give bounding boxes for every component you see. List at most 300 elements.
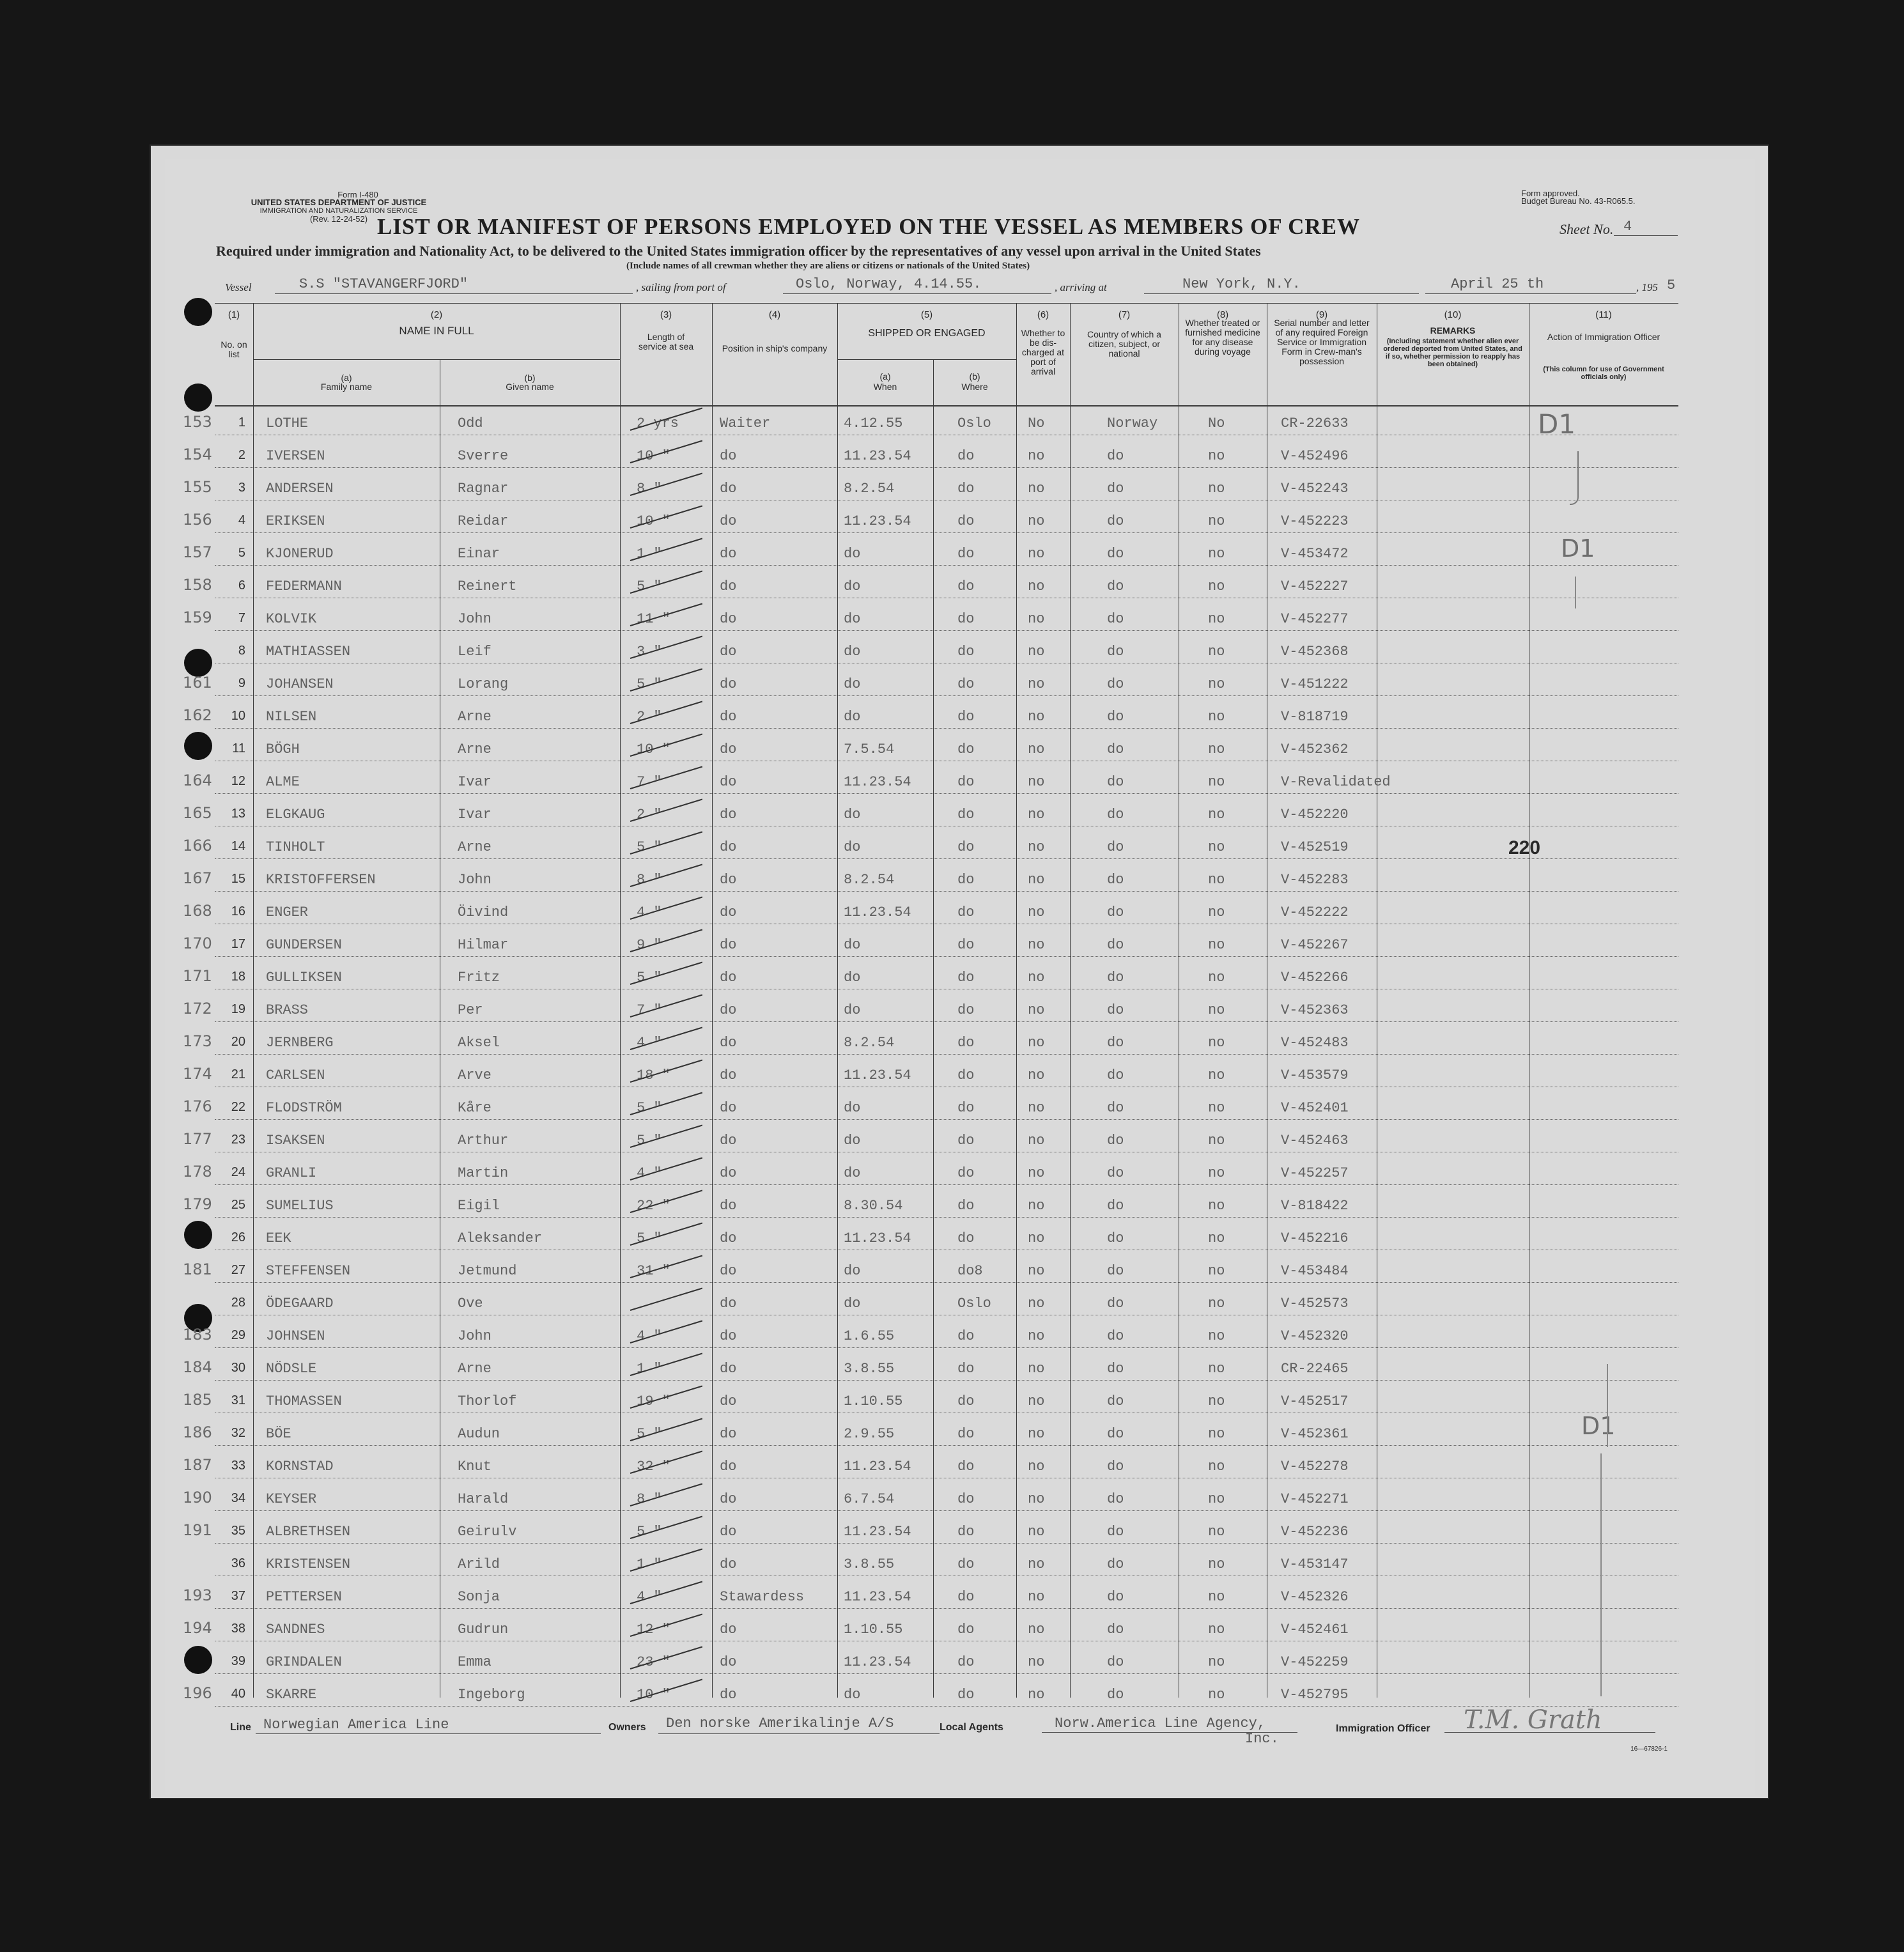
officer-underline bbox=[1444, 1732, 1655, 1733]
handwritten-number: 153 bbox=[183, 413, 212, 431]
row-number: 5 bbox=[238, 546, 245, 560]
row-number: 14 bbox=[231, 839, 245, 853]
serial-number: V-453472 bbox=[1281, 546, 1349, 562]
service-length: 5 " bbox=[637, 839, 662, 855]
country: do bbox=[1107, 1393, 1124, 1409]
handwritten-number: 184 bbox=[183, 1358, 212, 1376]
shipped-where: do bbox=[957, 1133, 975, 1149]
service-length: 4 " bbox=[637, 1328, 662, 1344]
family-name: ISAKSEN bbox=[266, 1133, 325, 1149]
given-name: Arild bbox=[458, 1556, 500, 1572]
serial-number: V-452517 bbox=[1281, 1393, 1349, 1409]
given-name: Eigil bbox=[458, 1198, 500, 1214]
country: do bbox=[1107, 970, 1124, 986]
vessel-label: Vessel bbox=[225, 281, 252, 293]
row-rule bbox=[215, 695, 1678, 696]
row-rule bbox=[215, 1673, 1678, 1674]
serial-number: V-452368 bbox=[1281, 644, 1349, 660]
shipped-when: 11.23.54 bbox=[844, 1459, 911, 1475]
owners-name: Den norske Amerikalinje A/S bbox=[666, 1716, 894, 1731]
position: do bbox=[720, 709, 737, 725]
discharged: no bbox=[1028, 1654, 1045, 1670]
shipped-when: 11.23.54 bbox=[844, 1067, 911, 1083]
given-name: Ivar bbox=[458, 774, 491, 790]
service-length: 1 " bbox=[637, 1361, 662, 1377]
country: do bbox=[1107, 513, 1124, 529]
handwritten-number: 162 bbox=[183, 706, 212, 724]
discharged: no bbox=[1028, 1002, 1045, 1018]
service-length: 7 " bbox=[637, 774, 662, 790]
family-name: ALBRETHSEN bbox=[266, 1524, 351, 1540]
discharged: no bbox=[1028, 872, 1045, 888]
position: do bbox=[720, 1556, 737, 1572]
family-name: NILSEN bbox=[266, 709, 317, 725]
agents-name: Norw.America Line Agency, bbox=[1055, 1716, 1266, 1731]
handwritten-number: 194 bbox=[183, 1619, 212, 1637]
row-number: 23 bbox=[231, 1133, 245, 1147]
country: do bbox=[1107, 1100, 1124, 1116]
row-rule bbox=[215, 858, 1678, 859]
family-name: EEK bbox=[266, 1230, 291, 1246]
arriving-at: New York, N.Y. bbox=[1182, 276, 1301, 292]
row-rule bbox=[215, 1706, 1678, 1707]
family-name: GRINDALEN bbox=[266, 1654, 342, 1670]
arrival-date: April 25 th bbox=[1451, 276, 1544, 292]
table-row bbox=[183, 1482, 1678, 1515]
row-number: 13 bbox=[231, 807, 245, 821]
sheet-line bbox=[1614, 235, 1678, 236]
owners-underline bbox=[658, 1733, 940, 1734]
position: do bbox=[720, 1459, 737, 1475]
punch-hole bbox=[184, 649, 212, 677]
table-row bbox=[183, 602, 1678, 635]
family-name: SUMELIUS bbox=[266, 1198, 334, 1214]
row-number: 3 bbox=[238, 481, 245, 495]
shipped-where: do bbox=[957, 872, 975, 888]
service-length: 5 " bbox=[637, 970, 662, 986]
serial-number: V-452461 bbox=[1281, 1622, 1349, 1638]
service-length: 5 " bbox=[637, 1426, 662, 1442]
given-name: Thorlof bbox=[458, 1393, 517, 1409]
serial-number: V-452267 bbox=[1281, 937, 1349, 953]
handwritten-number: 165 bbox=[183, 804, 212, 822]
country: do bbox=[1107, 839, 1124, 855]
col3-header: Length of service at sea bbox=[638, 332, 694, 352]
table-row bbox=[215, 1547, 1678, 1580]
serial-number: V-452243 bbox=[1281, 481, 1349, 497]
action-note-d1: D1 bbox=[1581, 1412, 1616, 1440]
serial-number: V-452277 bbox=[1281, 611, 1349, 627]
family-name: ELGKAUG bbox=[266, 807, 325, 823]
table-row bbox=[183, 407, 1678, 439]
service-length: 9 " bbox=[637, 937, 662, 953]
serial-number: V-452361 bbox=[1281, 1426, 1349, 1442]
discharged: no bbox=[1028, 546, 1045, 562]
table-row bbox=[183, 798, 1678, 830]
service-length: 18 " bbox=[637, 1067, 670, 1083]
country: do bbox=[1107, 1361, 1124, 1377]
treated: no bbox=[1208, 1589, 1225, 1605]
col11-number: (11) bbox=[1595, 309, 1612, 320]
position: do bbox=[720, 1654, 737, 1670]
shipped-where: do bbox=[957, 709, 975, 725]
family-name: JERNBERG bbox=[266, 1035, 334, 1051]
table-row bbox=[183, 1417, 1678, 1450]
serial-number: V-451222 bbox=[1281, 676, 1349, 692]
position: do bbox=[720, 611, 737, 627]
form-number: Form I-480 bbox=[337, 190, 378, 199]
line-underline bbox=[256, 1733, 601, 1734]
serial-number: V-452795 bbox=[1281, 1687, 1349, 1703]
row-rule bbox=[215, 1054, 1678, 1055]
country: do bbox=[1107, 1296, 1124, 1312]
row-number: 30 bbox=[231, 1361, 245, 1375]
treated: no bbox=[1208, 1524, 1225, 1540]
agents-underline bbox=[1042, 1732, 1297, 1733]
handwritten-number: 157 bbox=[183, 543, 212, 561]
treated: no bbox=[1208, 1622, 1225, 1638]
family-name: MATHIASSEN bbox=[266, 644, 351, 660]
discharged: no bbox=[1028, 937, 1045, 953]
line-name: Norwegian America Line bbox=[263, 1717, 449, 1733]
row-rule bbox=[215, 1217, 1678, 1218]
discharged: no bbox=[1028, 1133, 1045, 1149]
position: do bbox=[720, 513, 737, 529]
service-length: 11 " bbox=[637, 611, 670, 627]
service-length: 1 " bbox=[637, 546, 662, 562]
shipped-when: do bbox=[844, 546, 861, 562]
action-bracket bbox=[1607, 1364, 1608, 1447]
family-name: STEFFENSEN bbox=[266, 1263, 351, 1279]
shipped-when: 11.23.54 bbox=[844, 448, 911, 464]
discharged: No bbox=[1028, 415, 1045, 431]
table-row bbox=[183, 1156, 1678, 1189]
treated: no bbox=[1208, 1230, 1225, 1246]
shipped-when: do bbox=[844, 1263, 861, 1279]
serial-number: V-452573 bbox=[1281, 1296, 1349, 1312]
given-name: Fritz bbox=[458, 970, 500, 986]
treated: no bbox=[1208, 481, 1225, 497]
country: do bbox=[1107, 1556, 1124, 1572]
row-rule bbox=[215, 1347, 1678, 1348]
country: do bbox=[1107, 709, 1124, 725]
family-name: ERIKSEN bbox=[266, 513, 325, 529]
service-length: 5 " bbox=[637, 578, 662, 594]
country: do bbox=[1107, 904, 1124, 920]
col2a-num: (a) bbox=[341, 373, 352, 383]
service-length: 31 " bbox=[637, 1263, 670, 1279]
table-row bbox=[183, 569, 1678, 602]
table-row bbox=[183, 928, 1678, 961]
shipped-when: 11.23.54 bbox=[844, 774, 911, 790]
position: do bbox=[720, 741, 737, 757]
shipped-when: 8.30.54 bbox=[844, 1198, 903, 1214]
shipped-where: Oslo bbox=[957, 415, 991, 431]
country: do bbox=[1107, 481, 1124, 497]
shipped-where: do bbox=[957, 1165, 975, 1181]
row-number: 35 bbox=[231, 1524, 245, 1538]
position: do bbox=[720, 1687, 737, 1703]
position: Waiter bbox=[720, 415, 771, 431]
serial-number: V-452216 bbox=[1281, 1230, 1349, 1246]
handwritten-number: 154 bbox=[183, 445, 212, 463]
handwritten-number: 185 bbox=[183, 1391, 212, 1409]
given-name: Arne bbox=[458, 709, 491, 725]
col11-header: Action of Immigration Officer bbox=[1547, 332, 1660, 342]
col4-number: (4) bbox=[768, 309, 781, 320]
country: do bbox=[1107, 774, 1124, 790]
country: do bbox=[1107, 546, 1124, 562]
given-name: Per bbox=[458, 1002, 483, 1018]
handwritten-number: 174 bbox=[183, 1065, 212, 1083]
shipped-when: 8.2.54 bbox=[844, 481, 895, 497]
action-note-d1: D1 bbox=[1538, 408, 1576, 440]
serial-number: V-452220 bbox=[1281, 807, 1349, 823]
row-rule bbox=[215, 1543, 1678, 1544]
handwritten-number: 172 bbox=[183, 1000, 212, 1018]
treated: no bbox=[1208, 546, 1225, 562]
given-name: Aksel bbox=[458, 1035, 500, 1051]
action-note-d1: D1 bbox=[1561, 534, 1595, 562]
service-length: 8 " bbox=[637, 481, 662, 497]
position: do bbox=[720, 1393, 737, 1409]
discharged: no bbox=[1028, 644, 1045, 660]
table-row bbox=[183, 1580, 1678, 1613]
service-length: 2 " bbox=[637, 709, 662, 725]
country: do bbox=[1107, 1263, 1124, 1279]
col10-header: REMARKS bbox=[1430, 325, 1476, 336]
col10-number: (10) bbox=[1444, 309, 1462, 320]
service-length: 5 " bbox=[637, 1230, 662, 1246]
handwritten-number: 156 bbox=[183, 511, 212, 529]
serial-number: V-452259 bbox=[1281, 1654, 1349, 1670]
service-length: 4 " bbox=[637, 1035, 662, 1051]
serial-number: CR-22465 bbox=[1281, 1361, 1349, 1377]
treated: no bbox=[1208, 1491, 1225, 1507]
row-rule bbox=[215, 532, 1678, 533]
country: do bbox=[1107, 1133, 1124, 1149]
treated: no bbox=[1208, 937, 1225, 953]
punch-hole bbox=[184, 1646, 212, 1674]
handwritten-number: 178 bbox=[183, 1163, 212, 1181]
punch-hole bbox=[184, 383, 212, 412]
treated: no bbox=[1208, 1296, 1225, 1312]
serial-number: V-452223 bbox=[1281, 513, 1349, 529]
family-name: THOMASSEN bbox=[266, 1393, 342, 1409]
handwritten-number: 155 bbox=[183, 478, 212, 496]
given-name: Leif bbox=[458, 644, 491, 660]
row-rule bbox=[215, 1119, 1678, 1120]
given-name: Knut bbox=[458, 1459, 491, 1475]
position: do bbox=[720, 1165, 737, 1181]
agents-name-2: Inc. bbox=[1245, 1731, 1279, 1747]
discharged: no bbox=[1028, 578, 1045, 594]
discharged: no bbox=[1028, 1296, 1045, 1312]
treated: no bbox=[1208, 513, 1225, 529]
treated: no bbox=[1208, 676, 1225, 692]
table-row bbox=[183, 993, 1678, 1026]
revision: (Rev. 12-24-52) bbox=[309, 214, 368, 224]
action-bracket bbox=[1600, 1453, 1602, 1696]
serial-number: V-452483 bbox=[1281, 1035, 1349, 1051]
handwritten-number: 179 bbox=[183, 1195, 212, 1213]
footer bbox=[230, 1705, 1700, 1753]
serial-number: V-453579 bbox=[1281, 1067, 1349, 1083]
discharged: no bbox=[1028, 904, 1045, 920]
col5-header: SHIPPED OR ENGAGED bbox=[868, 328, 986, 339]
discharged: no bbox=[1028, 513, 1045, 529]
col2-header: NAME IN FULL bbox=[399, 325, 474, 337]
shipped-where: do bbox=[957, 1328, 975, 1344]
family-name: SKARRE bbox=[266, 1687, 317, 1703]
year-label: , 195 bbox=[1636, 281, 1658, 293]
row-number: 18 bbox=[231, 970, 245, 984]
row-number: 31 bbox=[231, 1393, 245, 1407]
country: do bbox=[1107, 448, 1124, 464]
col9-header: Serial number and letter of any required Foreign Service or Immigration Form in Crew-man's possession bbox=[1274, 318, 1370, 366]
given-name: Sverre bbox=[458, 448, 509, 464]
date-line bbox=[1425, 293, 1636, 294]
service-length: 4 " bbox=[637, 1165, 662, 1181]
treated: no bbox=[1208, 1198, 1225, 1214]
given-name: Emma bbox=[458, 1654, 491, 1670]
shipped-when: 1.6.55 bbox=[844, 1328, 895, 1344]
family-name: JOHNSEN bbox=[266, 1328, 325, 1344]
position: do bbox=[720, 1361, 737, 1377]
sailing-label: , sailing from port of bbox=[636, 281, 726, 293]
col2a-header: Family name bbox=[320, 382, 373, 392]
shipped-where: do bbox=[957, 904, 975, 920]
shipped-where: do bbox=[957, 937, 975, 953]
position: do bbox=[720, 1230, 737, 1246]
treated: no bbox=[1208, 904, 1225, 920]
table-row bbox=[183, 1189, 1678, 1221]
col6-header: Whether to be dis-charged at port of arrival bbox=[1021, 328, 1065, 376]
serial-number: V-452222 bbox=[1281, 904, 1349, 920]
row-number: 6 bbox=[238, 578, 245, 593]
discharged: no bbox=[1028, 676, 1045, 692]
handwritten-number: 161 bbox=[183, 674, 212, 692]
treated: no bbox=[1208, 1035, 1225, 1051]
position: do bbox=[720, 774, 737, 790]
discharged: no bbox=[1028, 1361, 1045, 1377]
row-rule bbox=[215, 891, 1678, 892]
shipped-when: 11.23.54 bbox=[844, 904, 911, 920]
treated: no bbox=[1208, 807, 1225, 823]
handwritten-number: 191 bbox=[183, 1521, 212, 1539]
country: do bbox=[1107, 807, 1124, 823]
handwritten-number: 181 bbox=[183, 1260, 212, 1278]
service-length: 32 " bbox=[637, 1459, 670, 1475]
given-name: Reidar bbox=[458, 513, 509, 529]
service-length: 2 yrs bbox=[637, 415, 679, 431]
given-name: John bbox=[458, 1328, 491, 1344]
country: do bbox=[1107, 872, 1124, 888]
shipped-where: do bbox=[957, 839, 975, 855]
discharged: no bbox=[1028, 1393, 1045, 1409]
serial-number: V-452227 bbox=[1281, 578, 1349, 594]
position: do bbox=[720, 1133, 737, 1149]
row-number: 27 bbox=[231, 1263, 245, 1277]
country: do bbox=[1107, 1165, 1124, 1181]
table-row bbox=[183, 504, 1678, 537]
shipped-when: 11.23.54 bbox=[844, 1230, 911, 1246]
country: Norway bbox=[1107, 415, 1158, 431]
serial-number: V-452283 bbox=[1281, 872, 1349, 888]
treated: no bbox=[1208, 1067, 1225, 1083]
row-number: 10 bbox=[231, 709, 245, 723]
given-name: Gudrun bbox=[458, 1622, 509, 1638]
position: do bbox=[720, 1296, 737, 1312]
shipped-when: 3.8.55 bbox=[844, 1556, 895, 1572]
table-row bbox=[183, 1515, 1678, 1547]
position: do bbox=[720, 1100, 737, 1116]
col3-number: (3) bbox=[660, 309, 672, 320]
table-row bbox=[215, 1645, 1678, 1678]
table-row bbox=[183, 1352, 1678, 1384]
family-name: CARLSEN bbox=[266, 1067, 325, 1083]
treated: no bbox=[1208, 741, 1225, 757]
shipped-where: do bbox=[957, 578, 975, 594]
position: do bbox=[720, 481, 737, 497]
position: do bbox=[720, 904, 737, 920]
serial-number: V-452496 bbox=[1281, 448, 1349, 464]
shipped-where: do bbox=[957, 1589, 975, 1605]
row-rule bbox=[215, 956, 1678, 957]
country: do bbox=[1107, 644, 1124, 660]
service-length: 22 " bbox=[637, 1198, 670, 1214]
service-strike-mark bbox=[630, 1288, 702, 1311]
action-bracket bbox=[1570, 451, 1579, 505]
family-name: BÖE bbox=[266, 1426, 291, 1442]
treated: no bbox=[1208, 1459, 1225, 1475]
family-name: LOTHE bbox=[266, 415, 309, 431]
table-row bbox=[183, 765, 1678, 798]
family-name: TINHOLT bbox=[266, 839, 325, 855]
serial-number: V-452278 bbox=[1281, 1459, 1349, 1475]
family-name: BRASS bbox=[266, 1002, 309, 1018]
given-name: Arne bbox=[458, 839, 491, 855]
shipped-when: 7.5.54 bbox=[844, 741, 895, 757]
row-number: 11 bbox=[232, 741, 245, 755]
treated: no bbox=[1208, 1328, 1225, 1344]
shipped-where: do bbox=[957, 741, 975, 757]
handwritten-number: 171 bbox=[183, 967, 212, 985]
given-name: Arne bbox=[458, 1361, 491, 1377]
col4-header: Position in ship's company bbox=[722, 343, 828, 353]
treated: no bbox=[1208, 872, 1225, 888]
handwritten-number: 183 bbox=[183, 1326, 212, 1344]
remark-220: 220 bbox=[1508, 837, 1541, 858]
table-row bbox=[183, 961, 1678, 993]
family-name: ÖDEGAARD bbox=[266, 1296, 334, 1312]
position: do bbox=[720, 1035, 737, 1051]
row-number: 15 bbox=[231, 872, 245, 886]
shipped-where: do bbox=[957, 1524, 975, 1540]
handwritten-number: 158 bbox=[183, 576, 212, 594]
discharged: no bbox=[1028, 1687, 1045, 1703]
shipped-where: do bbox=[957, 448, 975, 464]
country: do bbox=[1107, 1426, 1124, 1442]
vessel-name: S.S "STAVANGERFJORD" bbox=[299, 276, 468, 292]
serial-number: V-452401 bbox=[1281, 1100, 1349, 1116]
row-number: 1 bbox=[238, 415, 245, 430]
discharged: no bbox=[1028, 709, 1045, 725]
row-number: 28 bbox=[231, 1296, 245, 1310]
shipped-where: do bbox=[957, 1426, 975, 1442]
shipped-where: Oslo bbox=[957, 1296, 991, 1312]
service-length: 5 " bbox=[637, 1524, 662, 1540]
